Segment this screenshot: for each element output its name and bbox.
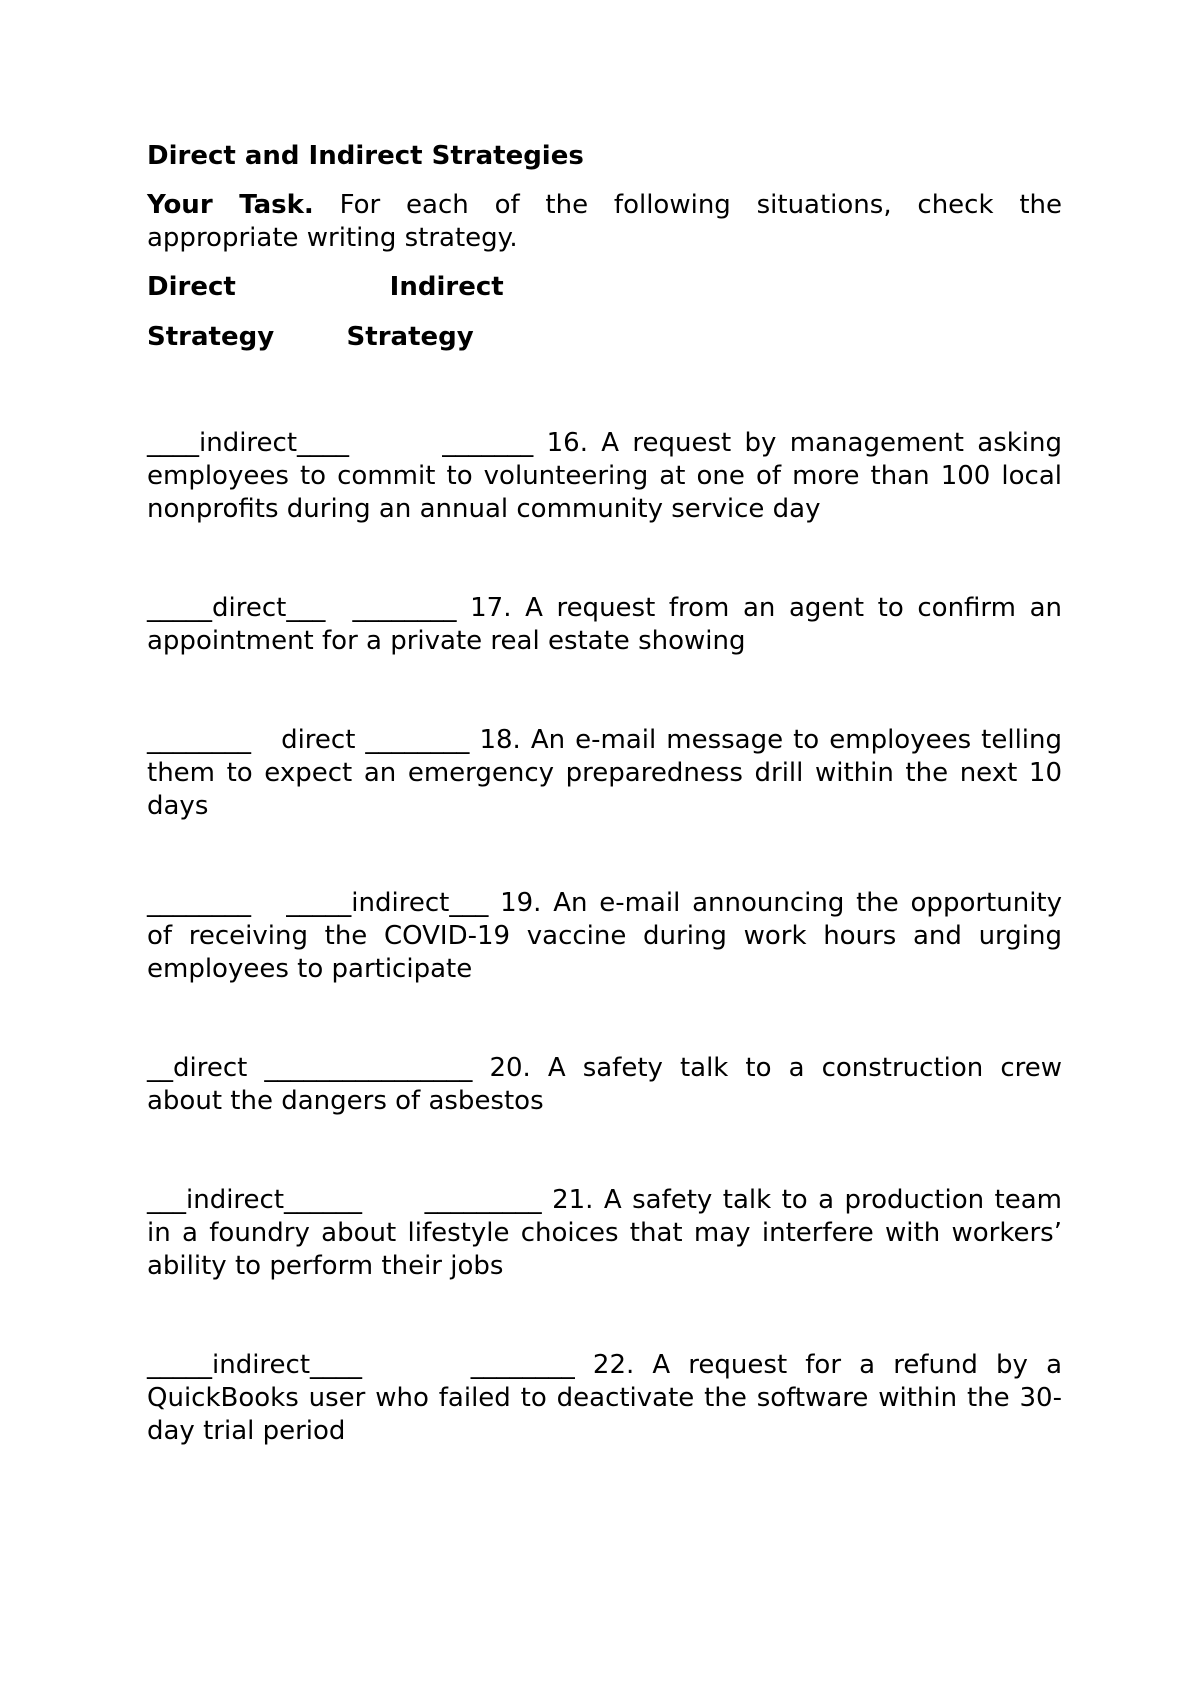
question-item-17 [147,592,1062,658]
answer-blanks: ________ _____indirect___ [147,888,489,918]
question-item-16 [147,427,1062,526]
answer-blanks: ________ direct ________ [147,725,470,755]
task-text: For each of the following situations, check the appropriate writing strategy. [147,190,1062,253]
answer-blanks: ____indirect____ _______ [147,428,534,458]
column-heading-row-1: Direct Indirect [147,272,504,302]
situation-text: 21. A safety talk to a production team in a foundry about lifestyle choices that may interfere with workers’ ability to perform their jobs [147,1185,1062,1281]
question-item-21 [147,1184,1062,1283]
answer-blanks: __direct ________________ [147,1053,473,1083]
question-item-22 [147,1349,1062,1448]
document-page [147,140,1062,1448]
question-item-18 [147,724,1062,823]
task-instructions [147,189,1062,255]
document-title: Direct and Indirect Strategies [147,141,584,171]
question-item-20 [147,1052,1062,1118]
question-item-19 [147,887,1062,986]
situation-text: 16. A request by management asking employees to commit to volunteering at one of more than 100 local nonprofits during an annual community service day [147,428,1062,524]
task-label: Your Task. [147,190,314,220]
answer-blanks: ___indirect______ _________ [147,1185,542,1215]
situation-text: 20. A safety talk to a construction crew about the dangers of asbestos [147,1053,1062,1116]
answer-blanks: _____indirect____ ________ [147,1350,575,1380]
situation-text: 18. An e-mail message to employees telling them to expect an emergency preparedness drill within the next 10 days [147,725,1062,821]
situation-text: 19. An e-mail announcing the opportunity of receiving the COVID-19 vaccine during work hours and urging employees to participate [147,888,1062,984]
column-heading-row-2: Strategy Strategy [147,322,474,352]
situation-text: 17. A request from an agent to confirm an appointment for a private real estate showing [147,593,1062,656]
answer-blanks: _____direct___ ________ [147,593,457,623]
situation-text: 22. A request for a refund by a QuickBooks user who failed to deactivate the software within the 30-day trial period [147,1350,1063,1446]
